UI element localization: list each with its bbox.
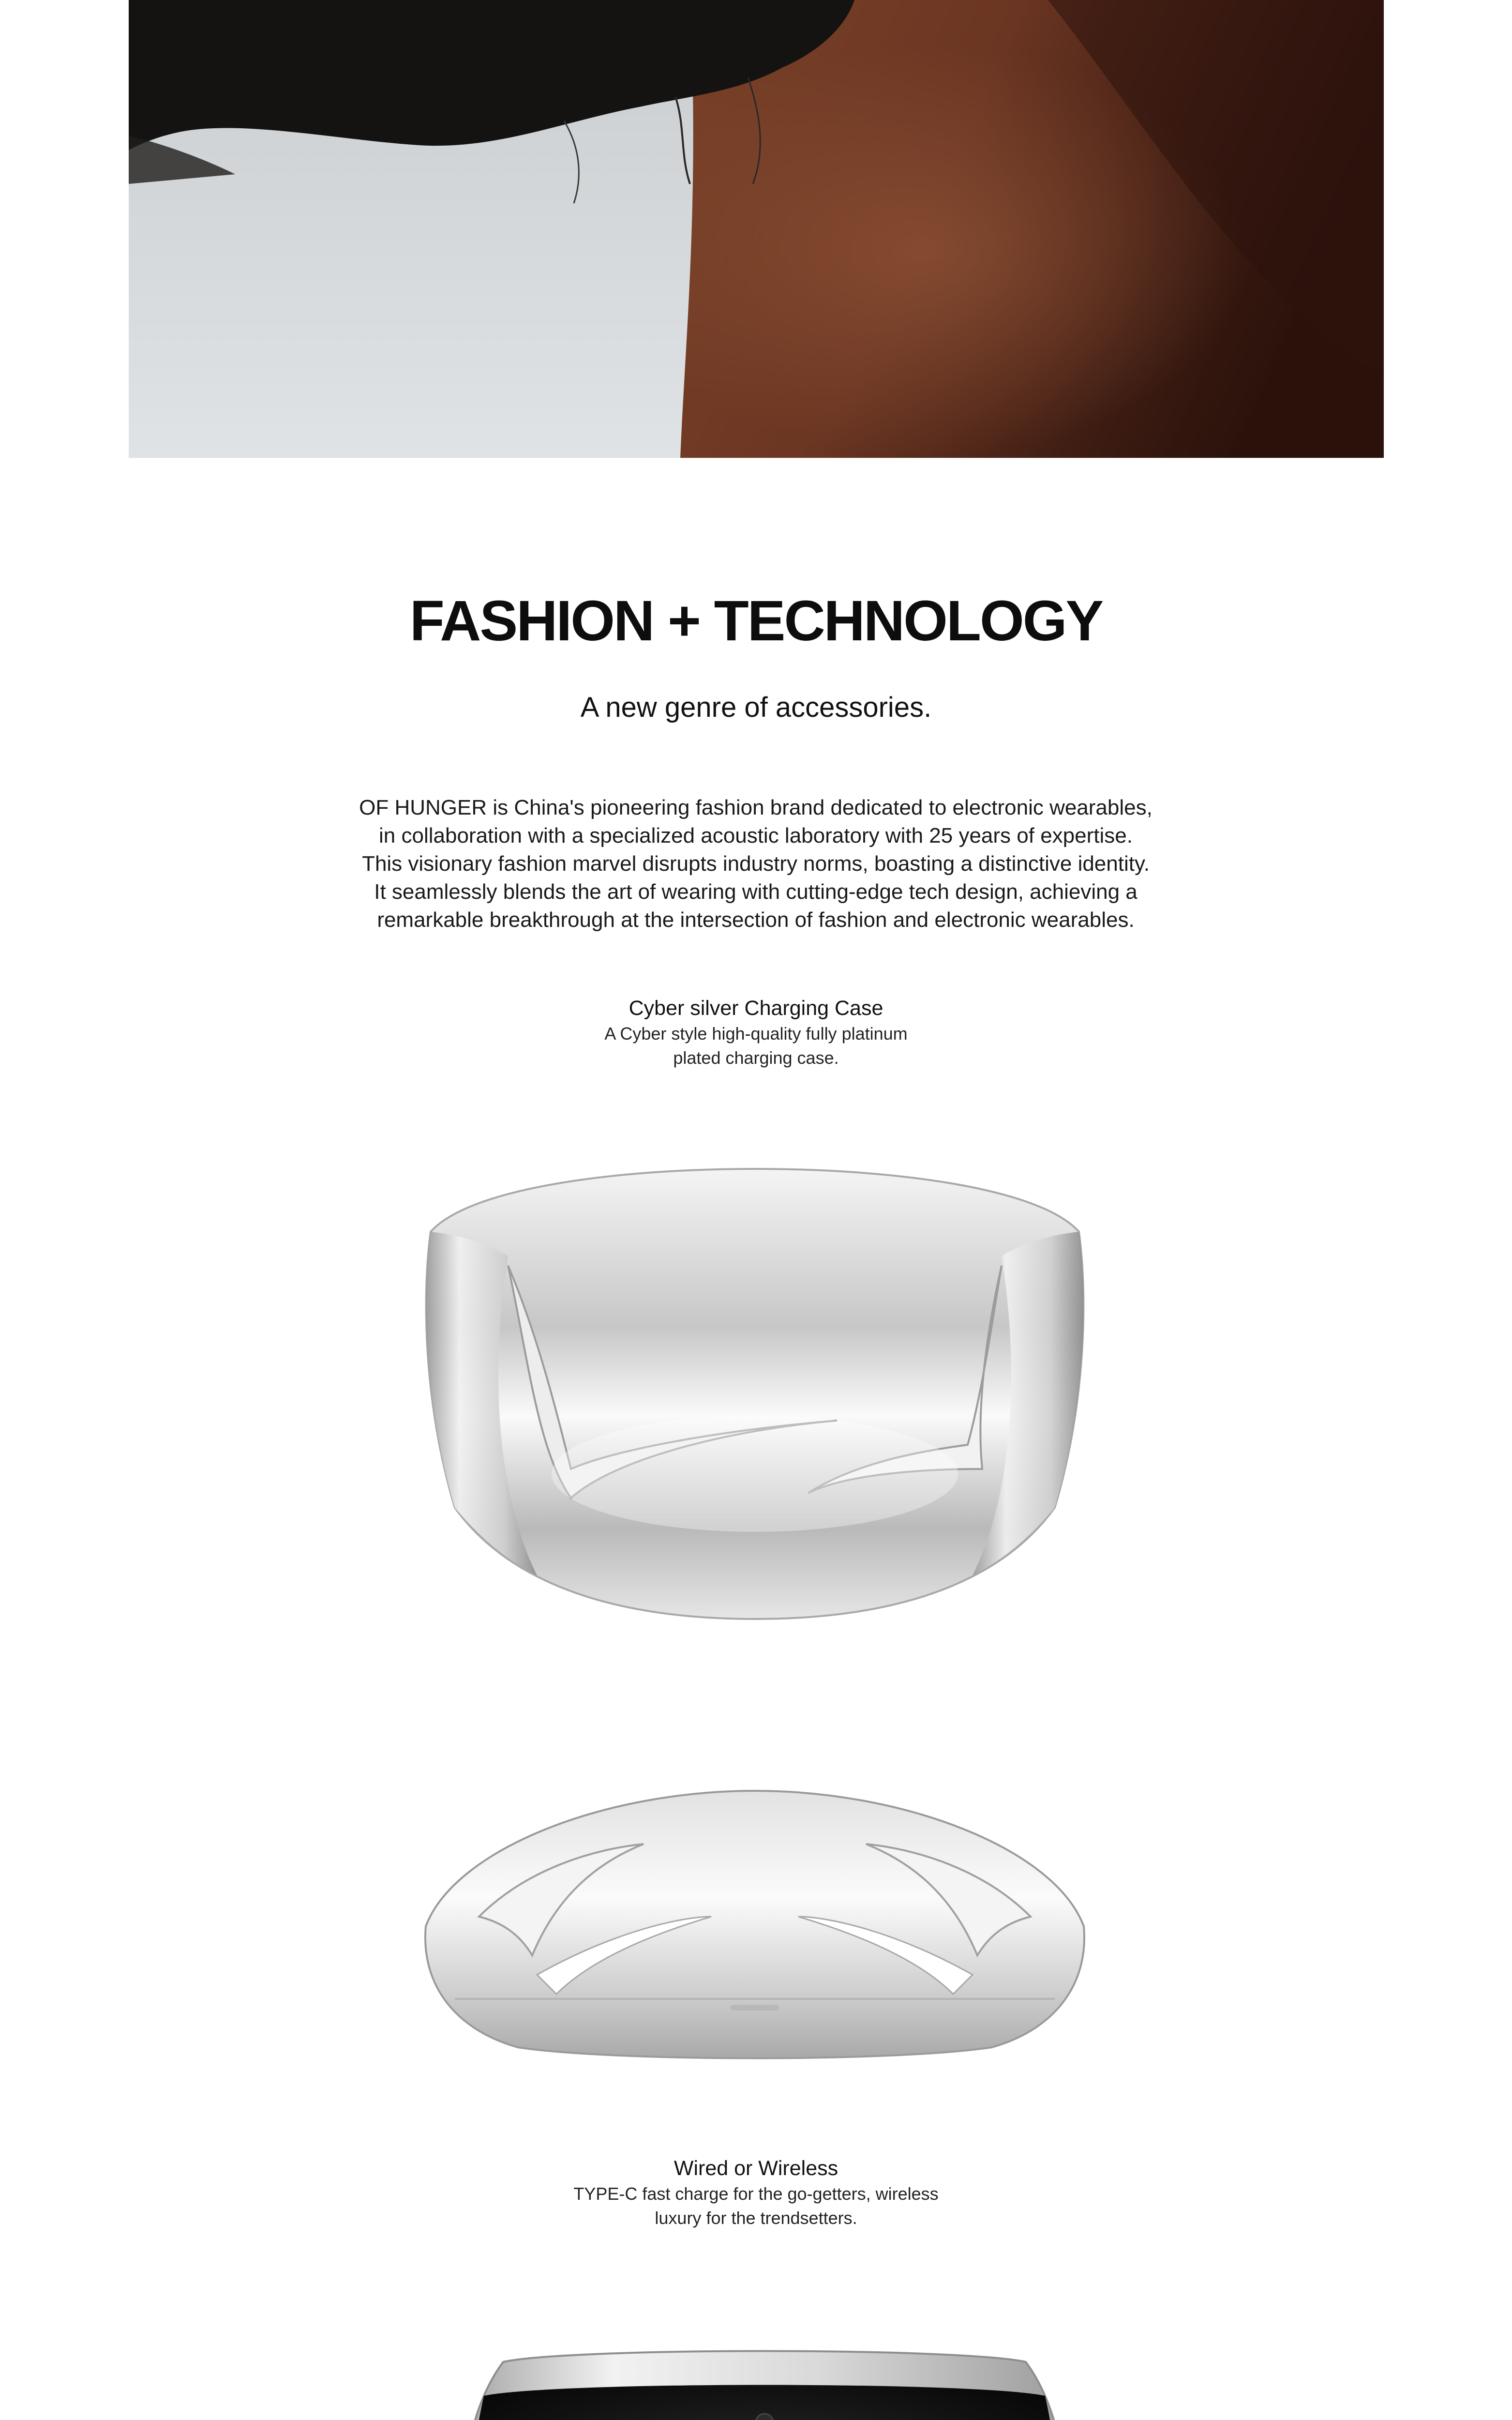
intro-line: It seamlessly blends the art of wearing with cutting-edge tech design, achieving a — [374, 880, 1138, 904]
feature-description-line: TYPE-C fast charge for the go-getters, wireless — [573, 2184, 939, 2204]
intro-line: in collaboration with a specialized acoustic laboratory with 25 years of expertise. — [379, 824, 1133, 847]
charging-case-top-image — [411, 1771, 1098, 2062]
intro-paragraph — [272, 794, 1240, 934]
intro-line: remarkable breakthrough at the intersection of fashion and electronic wearables. — [377, 908, 1135, 932]
feature-description-line: plated charging case. — [673, 1048, 839, 1068]
feature-description-line: luxury for the trendsetters. — [655, 2208, 857, 2228]
charging-case-front-image — [411, 1159, 1098, 1624]
feature-title: Cyber silver Charging Case — [629, 997, 883, 1020]
feature-caption-charging-case — [0, 995, 1512, 1070]
open-case-earphones-image — [426, 2343, 1103, 2420]
section-subtitle: A new genre of accessories. — [580, 692, 932, 723]
feature-description-line: A Cyber style high-quality fully platinum — [604, 1024, 908, 1044]
feature-description — [548, 1022, 964, 1070]
feature-title: Wired or Wireless — [674, 2157, 838, 2180]
feature-caption-wired-wireless — [0, 2155, 1512, 2230]
section-title: FASHION + TECHNOLOGY — [409, 589, 1103, 653]
silver-case-icon — [411, 1159, 1098, 1624]
intro-line: OF HUNGER is China's pioneering fashion brand dedicated to electronic wearables, — [359, 796, 1153, 819]
feature-description — [548, 2182, 964, 2230]
model-neck-photo — [129, 0, 1384, 458]
hero-image — [129, 0, 1384, 458]
open-case-icon — [426, 2343, 1103, 2420]
intro-line: This visionary fashion marvel disrupts industry norms, boasting a distinctive identity. — [362, 852, 1150, 876]
silver-case-top-icon — [411, 1771, 1098, 2062]
